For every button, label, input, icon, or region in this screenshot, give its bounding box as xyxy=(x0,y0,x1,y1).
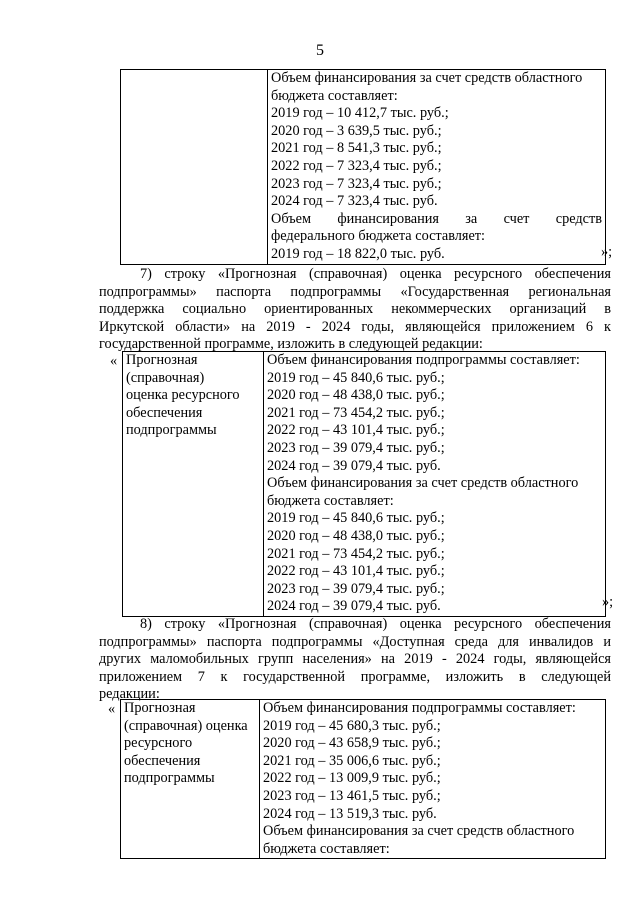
text-line: 2022 год – 43 101,4 тыс. руб.; xyxy=(267,563,445,580)
text-line: редакции: xyxy=(99,686,160,703)
table-right-cell xyxy=(260,700,606,859)
page-number: 5 xyxy=(316,42,324,59)
text-line: бюджета составляет: xyxy=(271,87,398,104)
text-line: 2024 год – 39 079,4 тыс. руб. xyxy=(267,457,441,474)
text-line: приложением 7 к государственной программе, изложить в следующей xyxy=(99,668,611,685)
text-line: Иркутской области» на 2019 - 2024 годы, являющейся приложением 6 к xyxy=(99,318,611,335)
text-line: бюджета составляет: xyxy=(267,492,394,509)
text-line: Объем финансирования подпрограммы составляет: xyxy=(263,700,576,716)
text-line: 2024 год – 7 323,4 тыс. руб. xyxy=(271,193,438,210)
table-right-cell xyxy=(264,352,606,617)
text-line: 2024 год – 13 519,3 тыс. руб. xyxy=(263,805,437,822)
text-line: Объем финансирования за счет средств областного xyxy=(271,70,583,86)
text-line: подпрограммы» паспорта подпрограммы «Государственная региональная xyxy=(99,283,611,300)
text-line: 2022 год – 43 101,4 тыс. руб.; xyxy=(267,422,445,439)
text-line: 2019 год – 18 822,0 тыс. руб. xyxy=(271,245,445,262)
text-line: Объем финансирования подпрограммы составляет: xyxy=(267,352,580,368)
text-line: 2021 год – 73 454,2 тыс. руб.; xyxy=(267,545,445,562)
table-left-cell xyxy=(123,352,264,617)
text-line: оценка ресурсного xyxy=(126,387,240,404)
text-line: 2021 год – 73 454,2 тыс. руб.; xyxy=(267,404,445,421)
closing-quote: »; xyxy=(602,594,614,610)
text-line: 2019 год – 45 840,6 тыс. руб.; xyxy=(267,369,445,386)
text-line: (справочная) оценка xyxy=(124,717,248,734)
table-left-cell xyxy=(121,70,268,265)
text-line: поддержка социально ориентированных некоммерческих организаций в xyxy=(99,301,611,318)
text-line: 8) строку «Прогнозная (справочная) оценка ресурсного обеспечения xyxy=(140,616,611,632)
text-line: подпрограммы xyxy=(124,770,215,787)
text-line: 2019 год – 45 680,3 тыс. руб.; xyxy=(263,717,441,734)
text-line: бюджета составляет: xyxy=(263,840,390,857)
text-line: 2023 год – 7 323,4 тыс. руб.; xyxy=(271,175,442,192)
table-left-cell xyxy=(121,700,260,859)
text-line: 2020 год – 48 438,0 тыс. руб.; xyxy=(267,527,445,544)
funding-table-subprogram-7 xyxy=(120,699,606,859)
paragraph-8 xyxy=(99,616,611,704)
text-line: 2021 год – 8 541,3 тыс. руб.; xyxy=(271,140,442,157)
opening-quote: « xyxy=(110,353,118,369)
text-line: государственной программе, изложить в следующей редакции: xyxy=(99,336,483,353)
text-line: 2023 год – 39 079,4 тыс. руб.; xyxy=(267,580,445,597)
text-line: 7) строку «Прогнозная (справочная) оценка ресурсного обеспечения xyxy=(140,266,611,282)
text-line: Прогнозная xyxy=(124,700,196,716)
text-line: 2021 год – 35 006,6 тыс. руб.; xyxy=(263,752,441,769)
text-line: 2023 год – 13 461,5 тыс. руб.; xyxy=(263,787,441,804)
text-line: обеспечения xyxy=(124,752,201,769)
text-line: Объем финансирования за счет средств xyxy=(271,210,602,227)
text-line: 2020 год – 3 639,5 тыс. руб.; xyxy=(271,122,442,139)
text-line: федерального бюджета составляет: xyxy=(271,228,486,245)
closing-quote: »; xyxy=(601,244,613,260)
opening-quote: « xyxy=(108,701,116,717)
paragraph-7 xyxy=(99,266,611,354)
text-line: 2024 год – 39 079,4 тыс. руб. xyxy=(267,598,441,615)
text-line: ресурсного xyxy=(124,735,193,752)
text-line: 2020 год – 48 438,0 тыс. руб.; xyxy=(267,387,445,404)
text-line: 2019 год – 45 840,6 тыс. руб.; xyxy=(267,510,445,527)
text-line: 2023 год – 39 079,4 тыс. руб.; xyxy=(267,439,445,456)
text-line: Объем финансирования за счет средств областного xyxy=(267,475,579,492)
text-line: подпрограммы xyxy=(126,422,217,439)
text-line: обеспечения xyxy=(126,404,203,421)
text-line: подпрограммы» паспорта подпрограммы «Доступная среда для инвалидов и xyxy=(99,633,611,650)
text-line: Объем финансирования за счет средств областного xyxy=(263,823,575,840)
text-line: других маломобильных групп населения» на 2019 - 2024 годы, являющейся xyxy=(99,651,611,668)
text-line: 2022 год – 13 009,9 тыс. руб.; xyxy=(263,770,441,787)
text-line: (справочная) xyxy=(126,369,205,386)
text-line: 2020 год – 43 658,9 тыс. руб.; xyxy=(263,735,441,752)
text-line: Прогнозная xyxy=(126,352,198,368)
funding-table-subprogram-6 xyxy=(122,351,606,617)
funding-table-continued xyxy=(120,69,606,265)
text-line: 2022 год – 7 323,4 тыс. руб.; xyxy=(271,157,442,174)
table-right-cell xyxy=(268,70,606,265)
text-line: 2019 год – 10 412,7 тыс. руб.; xyxy=(271,105,449,122)
